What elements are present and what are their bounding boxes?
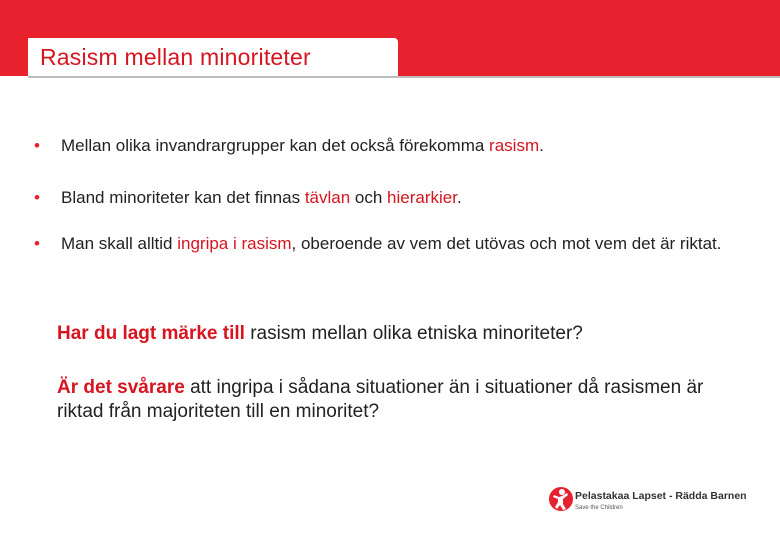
bullet-marker: •	[34, 234, 40, 253]
bullet-item	[34, 134, 754, 158]
save-the-children-icon	[548, 484, 574, 514]
bullet-item	[34, 186, 754, 210]
question-text: rasism mellan olika etniska minoriteter?	[244, 323, 583, 344]
bullet-text	[61, 232, 754, 256]
question-2	[57, 376, 737, 424]
organization-logo	[548, 480, 768, 520]
highlight-word: hierarkier	[387, 188, 457, 207]
bullet-marker: •	[34, 136, 40, 155]
bullet-item	[34, 232, 754, 256]
highlight-word: tävlan	[304, 188, 351, 207]
bullet-marker: •	[34, 188, 40, 207]
slide-title: Rasism mellan minoriteter	[40, 44, 311, 70]
header-divider	[28, 76, 780, 78]
bullet-text-part: .	[539, 136, 544, 155]
logo-tagline: Save the Children	[575, 505, 623, 511]
bullet-text-part: .	[456, 188, 462, 207]
highlight-word: ingripa i rasism	[177, 234, 292, 253]
question-1	[57, 322, 737, 346]
logo-name: Pelastakaa Lapset - Rädda Barnen	[575, 490, 747, 502]
highlight-word: rasism	[489, 136, 540, 155]
bullet-text	[61, 134, 754, 158]
question-highlight: Har du lagt märke till	[57, 323, 245, 344]
bullet-text-part: och	[350, 188, 388, 207]
question-highlight: Är det svårare	[57, 377, 185, 398]
bullet-text-part: Man skall alltid	[61, 234, 178, 253]
bullet-text-part: Mellan olika invandrargrupper kan det också förekomma	[61, 136, 490, 155]
question-text: att ingripa i sådana situationer än i situationer då rasismen är riktad från majoriteten till en minoritet?	[57, 377, 704, 422]
bullet-text	[61, 186, 754, 210]
bullet-text-part: , oberoende av vem det utövas och mot vem det är riktat.	[291, 234, 722, 253]
bullet-text-part: Bland minoriteter kan det finnas	[61, 188, 305, 207]
